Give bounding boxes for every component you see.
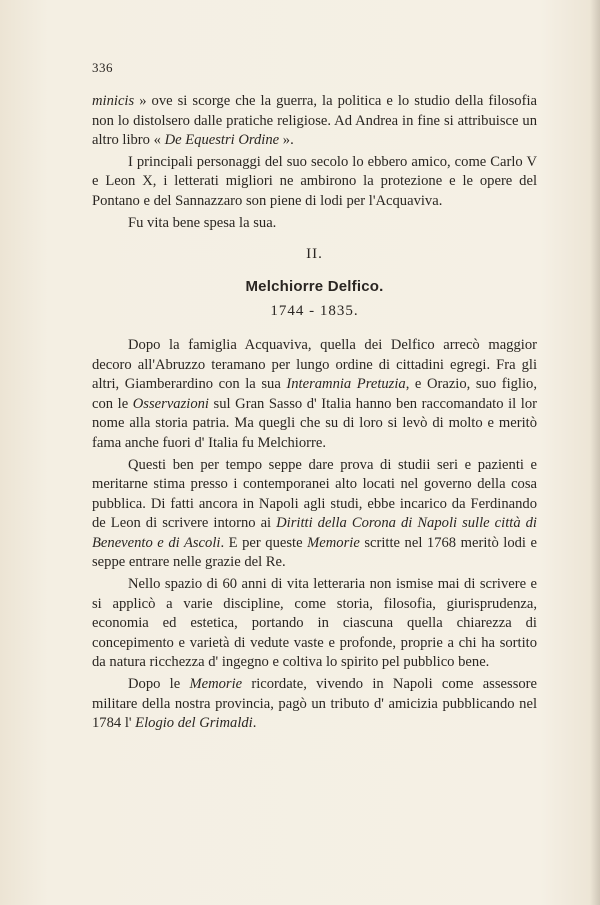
paragraph-2: I principali personaggi del suo secolo lo ebbero amico, come Carlo V e Leon X, i letterati migliori ne ambirono la protezione e le opere del Pontano e del Sannazzaro son piene di lodi per l'Acquaviva.: [92, 153, 537, 209]
paragraph-5: Questi ben per tempo seppe dare prova di studii seri e pazienti e meritarne stima presso i contemporanei alto locati nel governo della cosa pubblica. Di fatti ancora in Napoli agli studi, ebbe incarico da Ferdinando de Leon di scrivere intorno ai Diritti della Corona di Napoli sulle città di Benevento e di Ascoli. E per queste Memorie scritte nel 1768 meritò lodi e seppe entrare nelle grazie del Re.: [92, 456, 538, 571]
section-title: Melchiorre Delfico.: [245, 277, 384, 295]
paragraph-1: minicis » ove si scorge che la guerra, la politica e lo studio della filosofia non lo distolsero dalle pratiche religiose. Ad Andrea in fine si attribuisce un altro libro « De Equestri Ordine ».: [92, 93, 537, 149]
italic-title: Elogio del Grimaldi: [135, 715, 253, 732]
italic-title: Diritti della Corona di Napoli sulle città di Benevento e di Ascoli: [92, 515, 537, 551]
italic-text: minicis: [92, 93, 135, 109]
paragraph-4: Dopo la famiglia Acquaviva, quella dei Delfico arrecò maggior decoro all'Abruzzo teramano per lungo ordine di cittadini egregi. Fra gli altri, Giamberardino con la sua Interamnia Pretuzia, e Orazio, suo figlio, con le Osservazioni sul Gran Sasso d' Italia hanno ben raccomandato il lor nome alla storia patria. Ma quegli che su di loro si levò di molto e meritò fama anche fuori d' Italia fu Melchiorre.: [92, 336, 537, 451]
italic-title: De Equestri Ordine: [164, 132, 280, 149]
paragraph-3: Fu vita bene spesa la sua.: [128, 214, 277, 231]
page-spine-shadow: [590, 0, 600, 905]
italic-title: Memorie: [189, 676, 243, 693]
section-number: II.: [306, 246, 323, 263]
page-number: 336: [92, 60, 113, 75]
italic-title: Osservazioni: [132, 395, 209, 412]
page-text: [92, 92, 537, 734]
paragraph-7: Dopo le Memorie ricordate, vivendo in Napoli come assessore militare della nostra provincia, pagò un tributo d' amicizia pubblicando nel 1784 l' Elogio del Grimaldi.: [92, 676, 538, 732]
italic-title: Interamnia Pretuzia: [286, 376, 406, 393]
paragraph-6: Nello spazio di 60 anni di vita letteraria non ismise mai di scrivere e si applicò a varie discipline, come storia, filosofia, giurisprudenza, economia ed estetica, portando in ciascuna quella chiarezza di concepimento e varietà di vedute vaste e profonde, proprie a chi ha sortito da natura ricchezza d' ingegno e coltiva lo spirito pel pubblico bene.: [92, 576, 537, 671]
section-dates: 1744 - 1835.: [270, 303, 359, 320]
italic-title: Memorie: [307, 534, 360, 551]
